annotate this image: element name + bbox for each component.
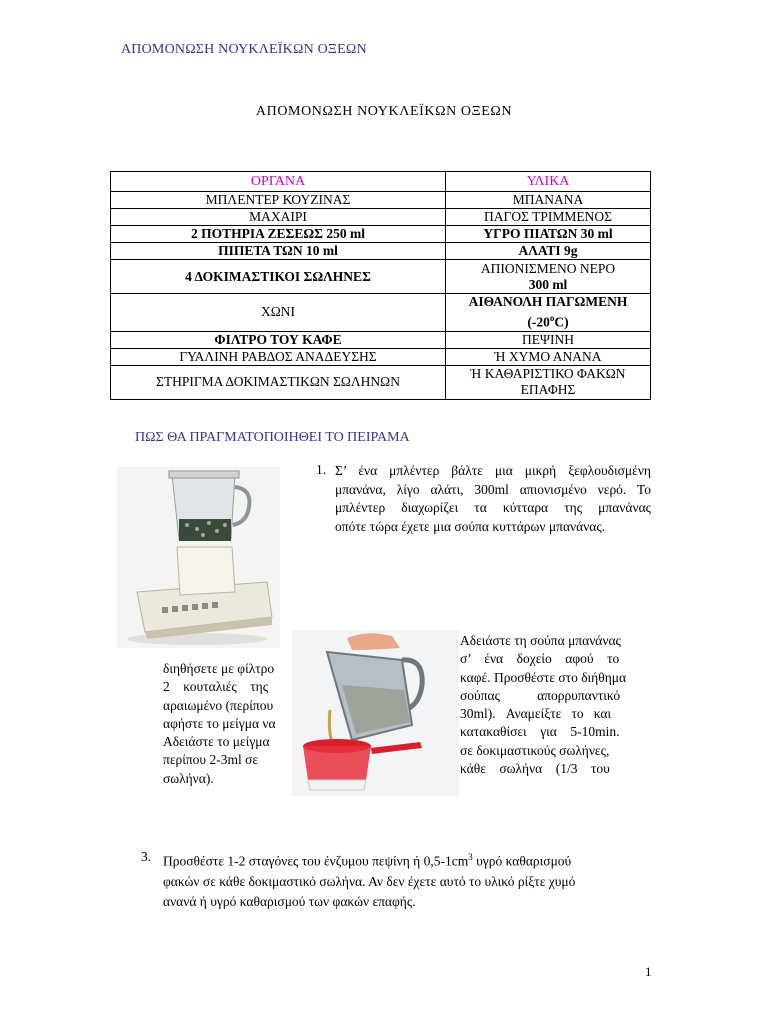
material-line: 300 ml [528,276,568,292]
instrument-cell: ΣΤΗΡΙΓΜΑ ΔΟΚΙΜΑΣΤΙΚΩΝ ΣΩΛΗΝΩΝ [111,365,446,399]
document-header: ΑΠΟΜΟΝΩΣΗ ΝΟΥΚΛΕΪΚΩΝ ΟΞΕΩΝ [121,42,367,57]
page-number: 1 [645,964,652,979]
material-cell [446,365,651,399]
table-row [111,331,651,348]
step-2-right-text [460,632,652,778]
text-line: Αδειάστε τη σούπα μπανάνας [460,633,621,648]
step-number: 3. [141,849,152,864]
text-line: καφέ. Προσθέστε στο διήθημα [460,669,627,685]
text-line: σωλήνα). [163,770,214,786]
instrument-cell: ΠΙΠΕΤΑ ΤΩΝ 10 ml [111,243,446,260]
table-row [111,209,651,226]
material-text: (-20 [527,314,550,330]
text-line: 2 κουταλιές της [163,679,269,695]
instrument-cell: ΓΥΑΛΙΝΗ ΡΑΒΔΟΣ ΑΝΑΔΕΥΣΗΣ [111,348,446,365]
text-line: αφήστε το μείγμα να [163,715,276,731]
text-line: σούπας απορρυπαντικό [460,687,621,703]
table-row [111,260,651,294]
text-line: Σ’ ένα μπλέντερ βάλτε μια μικρή ξεφλουδισμένη [335,463,651,478]
table-row [111,192,651,209]
page-title: ΑΠΟΜΟΝΩΣΗ ΝΟΥΚΛΕΪΚΩΝ ΟΞΕΩΝ [255,104,513,119]
material-line: Ή ΚΑΘΑΡΙΣΤΙΚΟ ΦΑΚΩΝ [470,366,626,381]
material-line: ΑΙΘΑΝΟΛΗ ΠΑΓΩΜΕΝΗ [468,294,628,309]
column-header-materials: ΥΛΙΚΑ [446,172,651,192]
text-line: κατακαθίσει για 5-10min. [460,724,620,740]
column-header-instruments: ΟΡΓΑΝΑ [111,172,446,192]
material-cell: ΥΓΡΟ ΠΙΑΤΩΝ 30 ml [446,226,651,243]
material-line [448,310,648,331]
text-line: σε δοκιμαστικούς σωλήνες, [460,742,610,758]
material-line: ΑΠΙΟΝΙΣΜΕΝΟ ΝΕΡΟ [480,260,616,276]
text-line: κάθε σωλήνα (1/3 του [460,761,610,777]
material-text: C) [554,314,569,330]
text-line [163,847,653,872]
material-line: ΕΠΑΦΗΣ [520,382,576,397]
text-line: ανανά ή υγρό καθαρισμού των φακών επαφής. [163,893,416,909]
instrument-cell: ΦΙΛΤΡΟ ΤΟΥ ΚΑΦΕ [111,331,446,348]
text-line: διηθήσετε με φίλτρο [163,661,275,676]
superscript: 3 [468,852,473,862]
material-cell: ΑΛΑΤΙ 9g [446,243,651,260]
material-cell: ΠΑΓΟΣ ΤΡΙΜΜΕΝΟΣ [446,209,651,226]
instrument-cell: ΜΑΧΑΙΡΙ [111,209,446,226]
instrument-cell: 4 ΔΟΚΙΜΑΣΤΙΚΟΙ ΣΩΛΗΝΕΣ [111,260,446,294]
table-row [111,243,651,260]
step-3-text [163,847,653,912]
instrument-cell: 2 ΠΟΤΗΡΙΑ ΖΕΣΕΩΣ 250 ml [111,226,446,243]
material-cell [446,294,651,332]
degree-superscript: o [549,313,555,323]
text-line: φακών σε κάθε δοκιμαστικό σωλήνα. Αν δεν έχετε αυτό το υλικό ρίξτε χυμό [163,873,576,889]
material-cell [446,260,651,294]
material-cell: Ή ΧΥΜΟ ΑΝΑΝΑ [446,348,651,365]
step-number: 1. [316,462,327,477]
text-line: αραιωμένο (περίπου [163,697,274,713]
instrument-cell: ΧΩΝΙ [111,294,446,332]
step-1-text [335,462,651,536]
table-row [111,226,651,243]
text-span: υγρό καθαρισμού [472,853,572,869]
pouring-illustration-icon [292,630,459,796]
instrument-cell: ΜΠΛΕΝΤΕΡ ΚΟΥΖΙΝΑΣ [111,192,446,209]
text-line: Αδειάστε το μείγμα [163,734,270,750]
pouring-image [292,630,459,796]
text-line: μπανάνα, λίγο αλάτι, 300ml απιονισμένο νερό. Το [335,481,651,497]
text-line: περίπου 2-3ml σε [163,752,259,768]
table-row [111,365,651,399]
text-line: μπλέντερ διαχωρίζει τα κύτταρα της μπανάνας [335,500,651,515]
blender-image [117,467,280,648]
material-cell: ΜΠΑΝΑΝΑ [446,192,651,209]
text-line: σ’ ένα δοχείο αφού το [460,651,620,667]
procedure-heading: ΠΩΣ ΘΑ ΠΡΑΓΜΑΤΟΠΟΙΗΘΕΙ ΤΟ ΠΕΙΡΑΜΑ [135,430,410,445]
text-span: Προσθέστε 1-2 σταγόνες του ένζυμου πεψίνη ή 0,5-1cm [163,853,469,869]
text-line: 30ml). Αναμείξτε το και [460,706,612,722]
table-row [111,348,651,365]
blender-illustration-icon [117,467,280,648]
step-2-left-text [163,660,293,788]
text-line: οπότε τώρα έχετε μια σούπα κυττάρων μπανάνας. [335,518,606,534]
material-cell: ΠΕΨΙΝΗ [446,331,651,348]
table-header-row [111,172,651,192]
table-row [111,294,651,332]
materials-table [110,171,651,400]
